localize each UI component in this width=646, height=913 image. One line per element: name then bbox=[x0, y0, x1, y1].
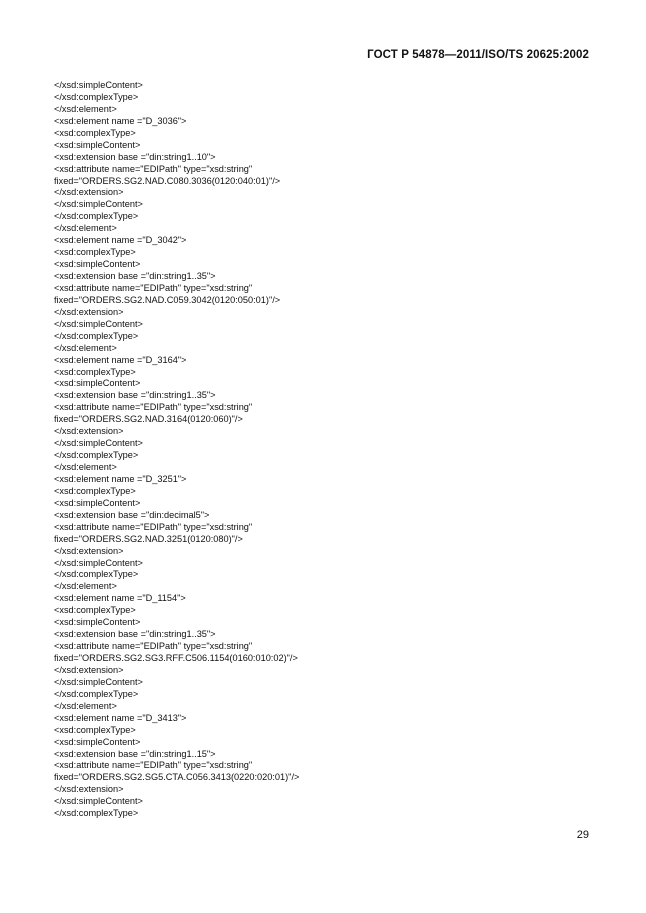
code-line: <xsd:extension base ="din:string1..15"> bbox=[54, 748, 216, 759]
code-line: <xsd:extension base ="din:decimal5"> bbox=[54, 509, 210, 520]
code-line: </xsd:element> bbox=[54, 462, 117, 472]
code-line: </xsd:complexType> bbox=[54, 688, 139, 699]
code-line: </xsd:simpleContent> bbox=[54, 80, 143, 90]
code-line: fixed="ORDERS.SG2.SG5.CTA.C056.3413(0220:020:01)"/> bbox=[54, 772, 300, 783]
code-line: <xsd:simpleContent> bbox=[54, 139, 141, 150]
code-line: fixed="ORDERS.SG2.NAD.3251(0120:080)"/> bbox=[54, 533, 243, 544]
code-line: </xsd:element> bbox=[54, 103, 117, 114]
code-line: </xsd:extension> bbox=[54, 545, 124, 556]
code-line: <xsd:element name ="D_3413"> bbox=[54, 712, 187, 723]
code-line: <xsd:complexType> bbox=[54, 605, 136, 616]
code-line: <xsd:attribute name="EDIPath" type="xsd:string" bbox=[54, 521, 253, 532]
code-line: <xsd:element name ="D_3036"> bbox=[54, 115, 187, 126]
code-line: fixed="ORDERS.SG2.SG3.RFF.C506.1154(0160:010:02)"/> bbox=[54, 653, 298, 663]
code-line: <xsd:complexType> bbox=[54, 724, 136, 735]
code-line: fixed="ORDERS.SG2.NAD.C059.3042(0120:050:01)"/> bbox=[54, 294, 281, 305]
code-line: </xsd:element> bbox=[54, 700, 117, 711]
code-line: </xsd:simpleContent> bbox=[54, 796, 143, 807]
code-line: <xsd:attribute name="EDIPath" type="xsd:string" bbox=[54, 402, 253, 413]
code-line: <xsd:simpleContent> bbox=[54, 378, 141, 389]
code-line: </xsd:simpleContent> bbox=[54, 438, 143, 449]
code-line: <xsd:complexType> bbox=[54, 247, 136, 258]
code-line: </xsd:extension> bbox=[54, 306, 124, 317]
code-line: <xsd:attribute name="EDIPath" type="xsd:string" bbox=[54, 760, 253, 771]
code-line: </xsd:element> bbox=[54, 342, 117, 353]
code-line: <xsd:simpleContent> bbox=[54, 736, 141, 747]
code-line: <xsd:extension base ="din:string1..35"> bbox=[54, 390, 216, 401]
document-header: ГОСТ Р 54878—2011/ISO/TS 20625:2002 bbox=[367, 49, 589, 61]
code-line: fixed="ORDERS.SG2.NAD.C080.3036(0120:040:01)"/> bbox=[54, 175, 281, 186]
code-line: <xsd:simpleContent> bbox=[54, 497, 141, 508]
code-line: </xsd:extension> bbox=[54, 187, 124, 198]
code-line: <xsd:simpleContent> bbox=[54, 259, 141, 270]
code-line: <xsd:extension base ="din:string1..35"> bbox=[54, 271, 216, 281]
code-line: </xsd:complexType> bbox=[54, 330, 139, 341]
code-line: <xsd:complexType> bbox=[54, 485, 136, 496]
code-line: <xsd:element name ="D_3251"> bbox=[54, 473, 187, 484]
code-line: </xsd:extension> bbox=[54, 784, 124, 795]
xsd-code-listing bbox=[54, 80, 299, 820]
code-line: <xsd:extension base ="din:string1..10"> bbox=[54, 151, 216, 162]
code-line: fixed="ORDERS.SG2.NAD.3164(0120:060)"/> bbox=[54, 414, 243, 425]
code-line: <xsd:attribute name="EDIPath" type="xsd:string" bbox=[54, 282, 253, 293]
code-line: </xsd:element> bbox=[54, 581, 117, 592]
code-line: <xsd:element name ="D_3042"> bbox=[54, 235, 187, 246]
code-line: </xsd:complexType> bbox=[54, 808, 139, 819]
code-line: </xsd:simpleContent> bbox=[54, 557, 143, 568]
code-line: <xsd:complexType> bbox=[54, 127, 136, 138]
page-number: 29 bbox=[576, 829, 589, 841]
code-line: <xsd:complexType> bbox=[54, 366, 136, 377]
code-line: </xsd:complexType> bbox=[54, 211, 139, 222]
code-line: </xsd:element> bbox=[54, 223, 117, 234]
code-line: <xsd:extension base ="din:string1..35"> bbox=[54, 629, 216, 640]
code-line: <xsd:attribute name="EDIPath" type="xsd:string" bbox=[54, 641, 253, 652]
code-line: <xsd:element name ="D_1154"> bbox=[54, 593, 186, 604]
code-line: </xsd:simpleContent> bbox=[54, 676, 143, 687]
code-line: <xsd:attribute name="EDIPath" type="xsd:string" bbox=[54, 163, 253, 174]
code-line: <xsd:simpleContent> bbox=[54, 617, 141, 628]
code-line: </xsd:extension> bbox=[54, 426, 124, 437]
code-line: </xsd:complexType> bbox=[54, 91, 139, 102]
code-line: </xsd:simpleContent> bbox=[54, 199, 143, 210]
code-line: <xsd:element name ="D_3164"> bbox=[54, 354, 187, 365]
code-line: </xsd:simpleContent> bbox=[54, 318, 143, 329]
code-line: </xsd:complexType> bbox=[54, 450, 139, 461]
code-line: </xsd:complexType> bbox=[54, 569, 139, 580]
code-line: </xsd:extension> bbox=[54, 664, 124, 675]
